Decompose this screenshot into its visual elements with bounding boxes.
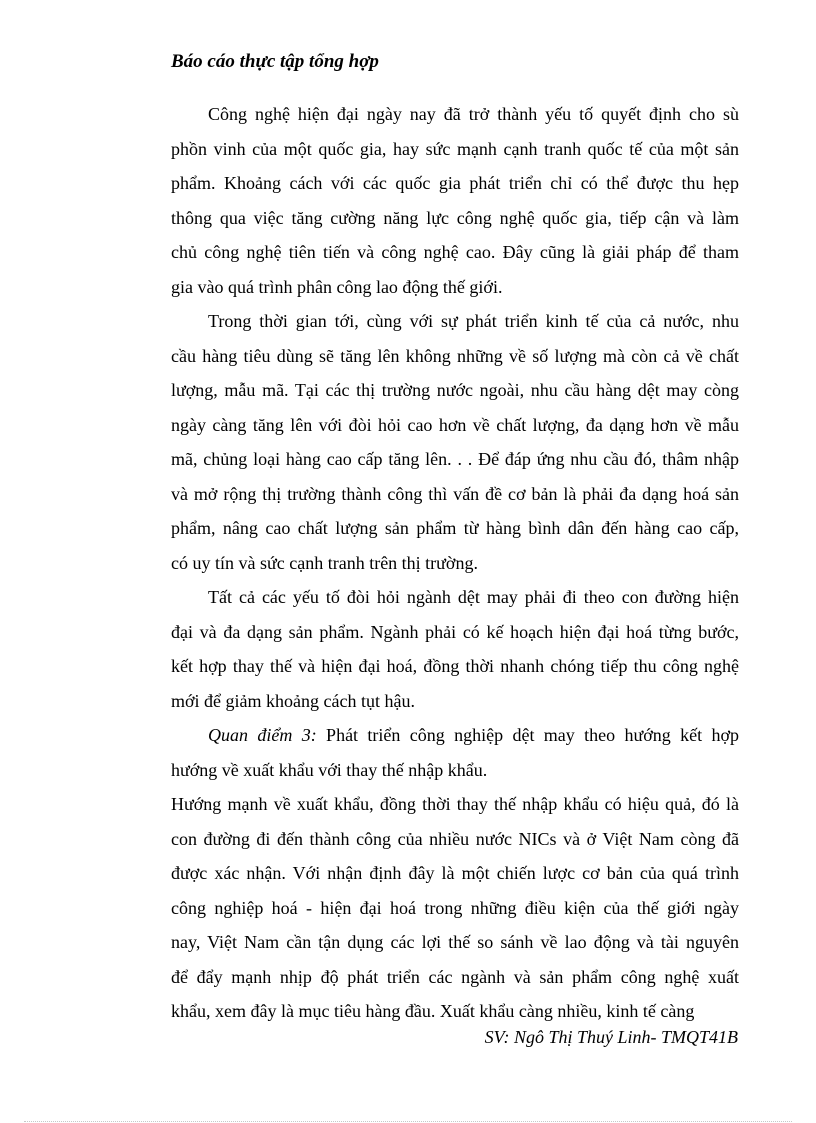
- text-line: phồn vinh của một quốc gia, hay sức mạnh cạnh tranh quốc tế của một sản: [171, 138, 739, 159]
- viewpoint-text: Phát triển công nghiệp dệt may theo hướng kết hợp: [316, 725, 739, 745]
- text-line: đại và đa dạng sản phẩm. Ngành phải có kế hoạch hiện đại hoá từng bước,: [171, 621, 739, 642]
- text-line: kết hợp thay thế và hiện đại hoá, đồng thời nhanh chóng tiếp thu công nghệ: [171, 656, 739, 676]
- page-header-title: Báo cáo thực tập tổng hợp: [171, 51, 379, 72]
- viewpoint-label: Quan điểm 3:: [208, 725, 317, 745]
- paragraph-3: [171, 580, 739, 718]
- paragraph-1: [171, 97, 739, 304]
- page-footer-author: SV: Ngô Thị Thuý Linh- TMQT41B: [484, 1027, 738, 1047]
- text-line: hướng về xuất khẩu với thay thế nhập khẩu.: [171, 759, 488, 780]
- text-line: gia vào quá trình phân công lao động thế giới.: [171, 276, 503, 297]
- text-line: phẩm, nâng cao chất lượng sản phẩm từ hàng bình dân đến hàng cao cấp,: [171, 518, 739, 538]
- paragraph-5: [171, 787, 739, 1029]
- text-line: thông qua việc tăng cường năng lực công nghệ quốc gia, tiếp cận và làm: [171, 207, 739, 228]
- text-line: để đẩy mạnh nhịp độ phát triển các ngành và sản phẩm công nghệ xuất: [171, 966, 739, 987]
- text-line: mã, chủng loại hàng cao cấp tăng lên. . . Để đáp ứng nhu cầu đó, thâm nhập: [171, 449, 739, 469]
- paragraph-2: [171, 304, 739, 580]
- text-line: Tất cả các yếu tố đòi hỏi ngành dệt may phải đi theo con đường hiện: [208, 587, 739, 607]
- text-line: lượng, mẫu mã. Tại các thị trường nước ngoài, nhu cầu hàng dệt may còng: [171, 380, 739, 400]
- text-line: Công nghệ hiện đại ngày nay đã trở thành yếu tố quyết định cho sù: [208, 104, 739, 124]
- page-bottom-divider: [24, 1121, 792, 1122]
- text-line: có uy tín và sức cạnh tranh trên thị trường.: [171, 552, 478, 573]
- text-line: phẩm. Khoảng cách với các quốc gia phát triển chỉ có thể được thu hẹp: [171, 173, 739, 193]
- text-line: khẩu, xem đây là mục tiêu hàng đầu. Xuất khẩu càng nhiều, kinh tế càng: [171, 1001, 695, 1021]
- text-line: mới để giảm khoảng cách tụt hậu.: [171, 690, 415, 711]
- text-line: Trong thời gian tới, cùng với sự phát triển kinh tế của cả nước, nhu: [208, 311, 739, 331]
- text-line: ngày càng tăng lên với đòi hỏi cao hơn về chất lượng, đa dạng hơn về mẫu: [171, 414, 739, 435]
- text-line: cầu hàng tiêu dùng sẽ tăng lên không những về số lượng mà còn cả về chất: [171, 345, 739, 366]
- text-line: con đường đi đến thành công của nhiều nước NICs và ở Việt Nam còng đã: [171, 828, 739, 849]
- text-line: chủ công nghệ tiên tiến và công nghệ cao. Đây cũng là giải pháp để tham: [171, 242, 739, 262]
- body-text: [171, 97, 739, 1029]
- text-line: Hướng mạnh về xuất khẩu, đồng thời thay thế nhập khẩu có hiệu quả, đó là: [171, 794, 739, 814]
- text-line: được xác nhận. Với nhận định đây là một chiến lược cơ bản của quá trình: [171, 863, 739, 883]
- text-line: [171, 718, 739, 753]
- text-line: nay, Việt Nam cần tận dụng các lợi thế so sánh về lao động và tài nguyên: [171, 932, 739, 952]
- paragraph-4: [171, 718, 739, 787]
- text-line: và mở rộng thị trường thành công thì vấn đề cơ bản là phải đa dạng hoá sản: [171, 483, 739, 504]
- text-line: công nghiệp hoá - hiện đại hoá trong những điều kiện của thế giới ngày: [171, 897, 739, 918]
